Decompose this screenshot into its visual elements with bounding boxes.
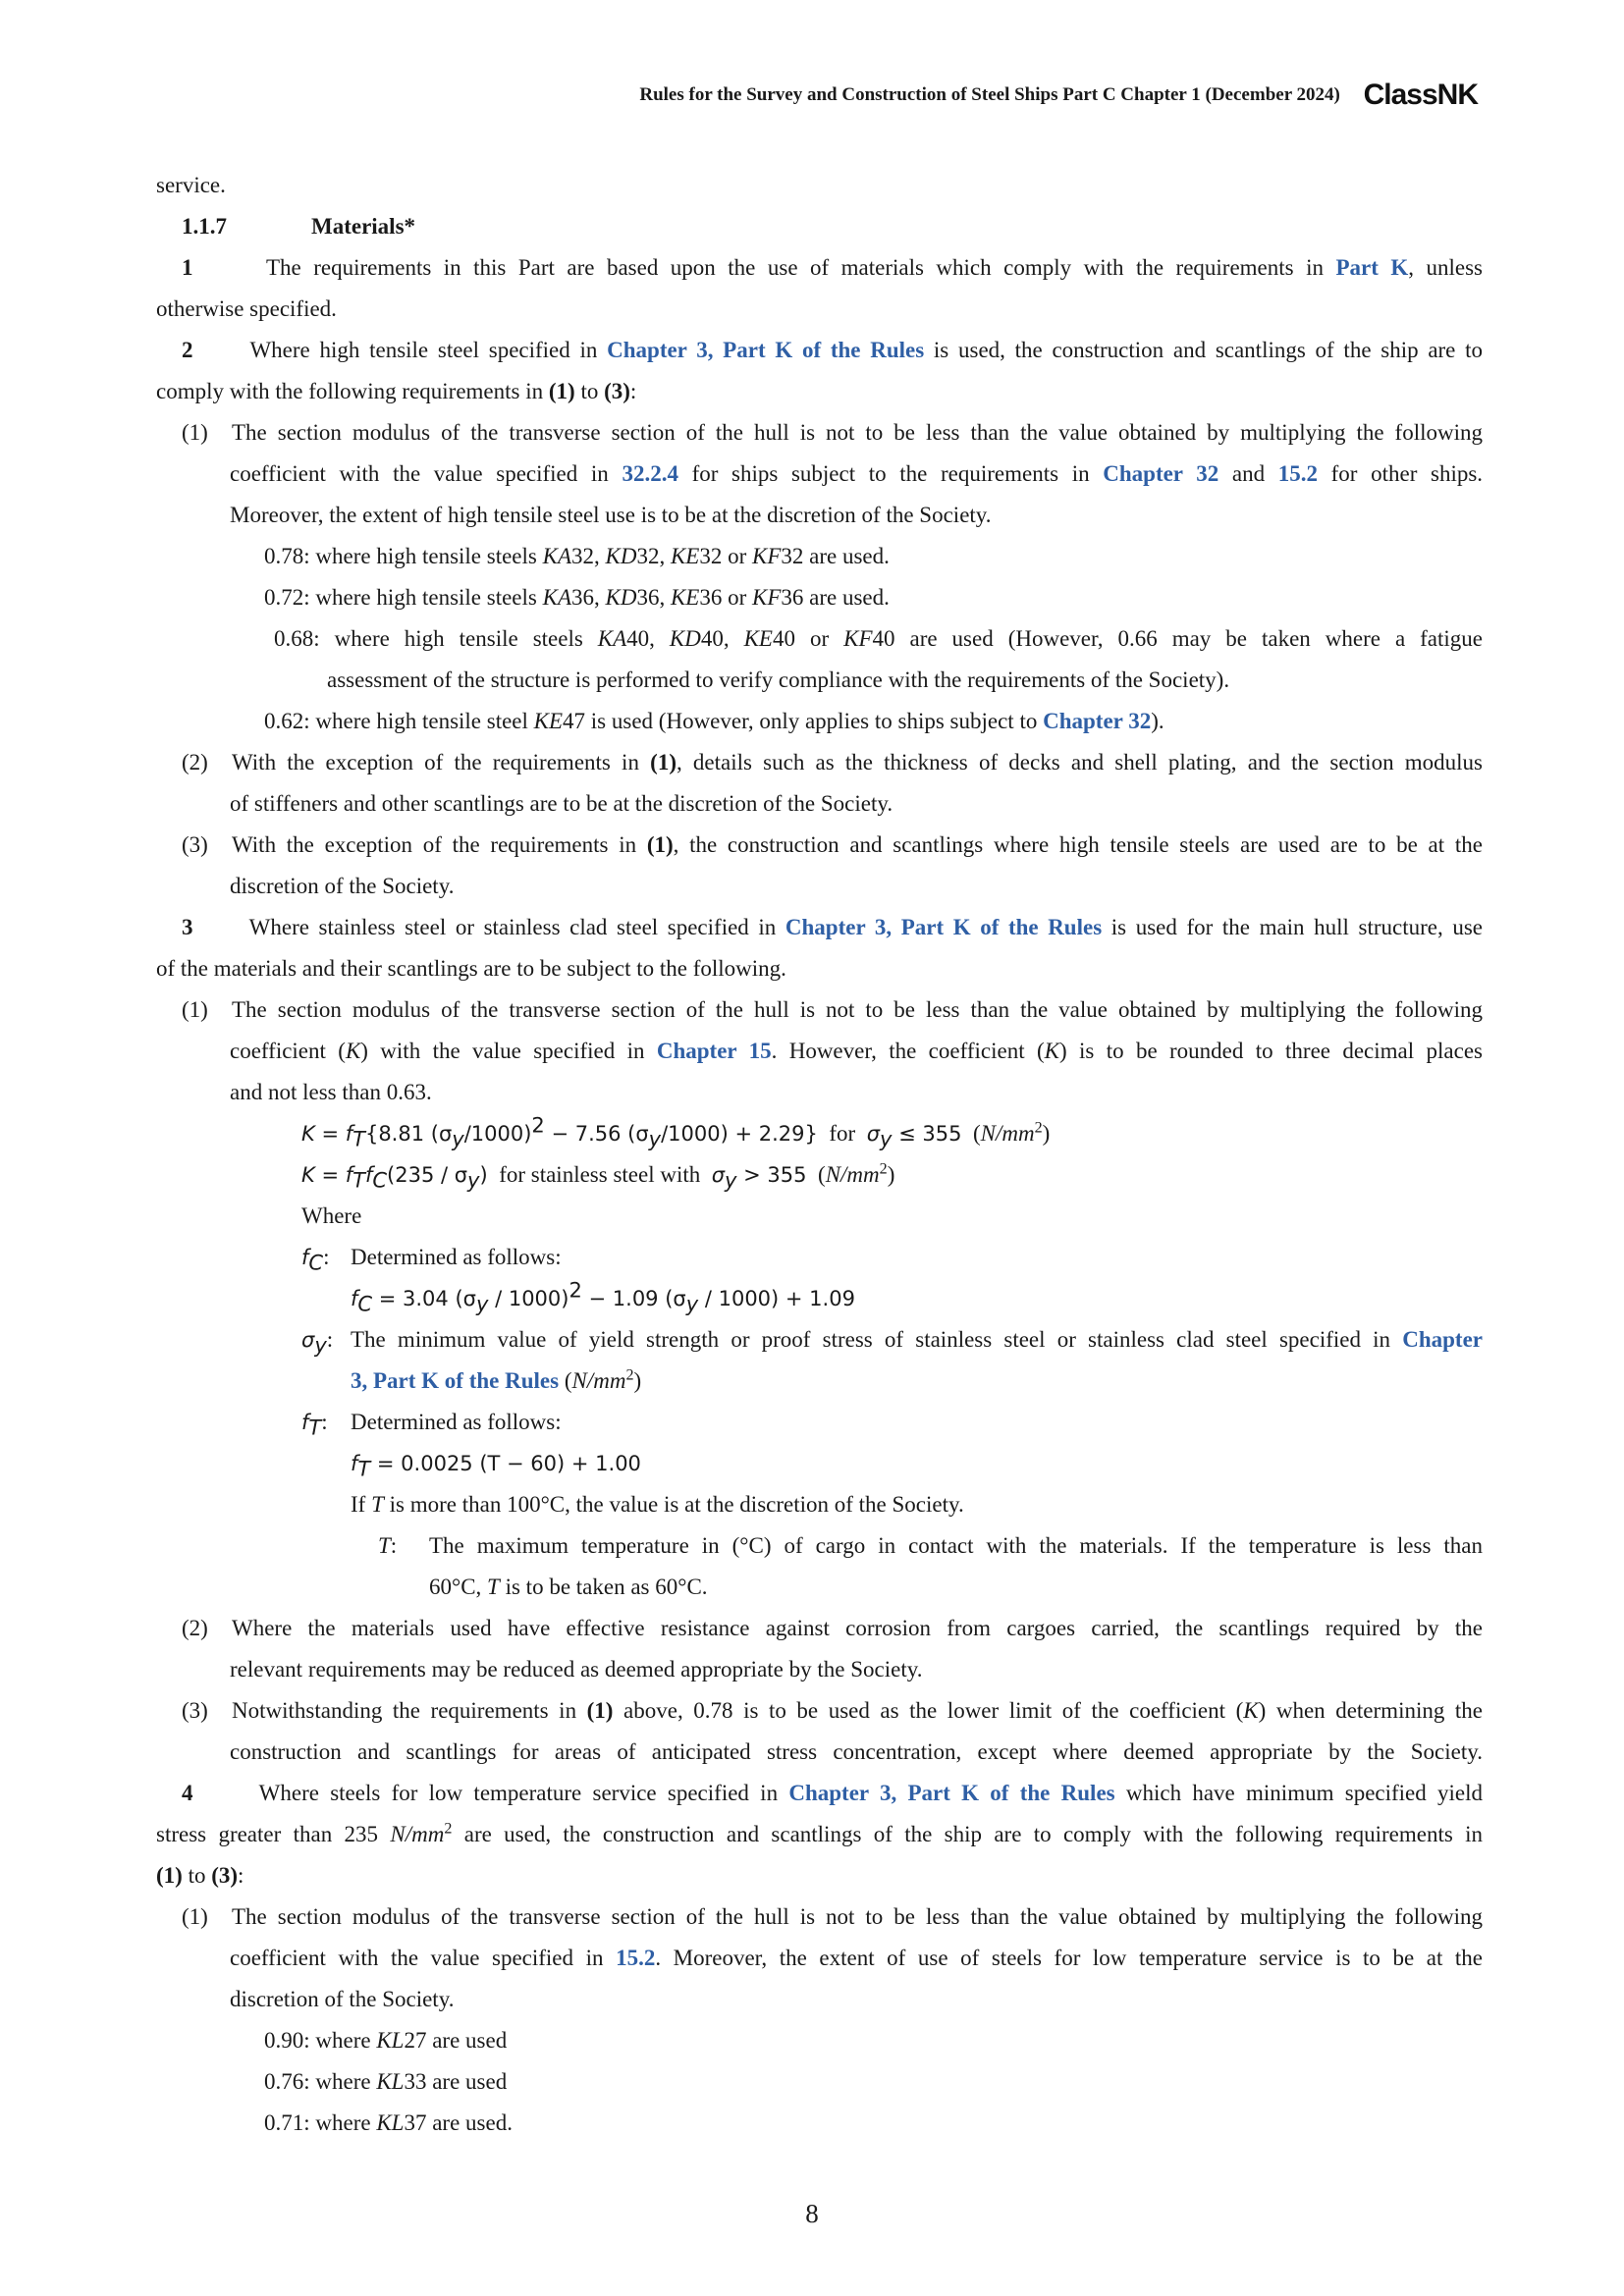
para-4-item-1-line-2: coefficient with the value specified in 15.2. Moreover, the extent of use of steels for low temperature service is to be at the: [230, 1946, 1483, 1970]
section-heading: [156, 206, 1483, 247]
chapter-15-link[interactable]: Chapter 15: [656, 1039, 772, 1063]
header-title: Rules for the Survey and Construction of Steel Ships Part C Chapter 1 (December 2024): [639, 84, 1340, 105]
para-2-item-2-line-1: (2) With the exception of the requirements in (1), details such as the thickness of decks and shell plating, and the section modulus: [156, 742, 1483, 783]
para-4-item-1-line-1: (1) The section modulus of the transverse section of the hull is not to be less than the value obtained by multiplying the following: [156, 1896, 1483, 1938]
chapter-3-link-a[interactable]: Chapter: [1402, 1327, 1483, 1352]
fc-equation: $f_C = 3.04$ $(\sigma_y / 1000)^2 - 1.09$ $(\sigma_y / 1000) + 1.09$: [351, 1278, 855, 1316]
sigma-definition: $\sigma_y$: The minimum value of yield strength or proof stress of stainless steel or stainless clad steel specified in Chapter: [301, 1327, 1483, 1358]
para-2-line-1: 2 Where high tensile steel specified in Chapter 3, Part K of the Rules is used, the construction and scantlings of the ship are to: [182, 338, 1483, 362]
where-label: Where: [301, 1203, 362, 1228]
para-3-item-3-line-2: construction and scantlings for areas of anticipated stress concentration, except where deemed appropriate by the Society.: [230, 1739, 1483, 1764]
coefficient-0-68: 0.68: where high tensile steels KA40, KD40, KE40 or KF40 are used (However, 0.66 may be taken where a fatigue: [274, 626, 1483, 651]
item-label: (1): [182, 997, 208, 1022]
para-3-item-3-line-1: (3) Notwithstanding the requirements in (1) above, 0.78 is to be used as the lower limit of the coefficient (K) when determining the: [156, 1690, 1483, 1732]
coefficient-0-78: 0.78: where high tensile steels KA32, KD32, KE32 or KF32 are used.: [264, 544, 890, 568]
page-number: 8: [805, 2199, 819, 2228]
chapter-3-part-k-link-3[interactable]: Chapter 3, Part K of the Rules: [788, 1781, 1115, 1805]
para-2-item-2-line-2: of stiffeners and other scantlings are to be at the discretion of the Society.: [230, 791, 893, 816]
para-3-item-1-line-1: (1) The section modulus of the transverse section of the hull is not to be less than the value obtained by multiplying the following: [156, 989, 1483, 1031]
sigma-definition-cont: 3, Part K of the Rules $(N/mm^2)$: [351, 1366, 642, 1393]
coefficient-0-71: 0.71: where KL37 are used.: [264, 2110, 513, 2135]
para-2-line-2: comply with the following requirements in (1) to (3):: [156, 379, 637, 403]
formula-k-1: $K = f_T\{8.81$ $(\sigma_y/1000)^2 - 7.56$ $(\sigma_y/1000) + 2.29$} for $\sigma_y \le 355$ $(N/mm^2)$: [301, 1113, 1051, 1151]
ft-equation: $f_T = 0.0025$ (T − 60) + 1.00: [351, 1452, 641, 1481]
para-4-item-1-line-3: discretion of the Society.: [230, 1987, 455, 2011]
coefficient-0-90: 0.90: where KL27 are used: [264, 2028, 508, 2053]
classnk-logo: ClassNK: [1363, 79, 1478, 111]
item-label: (3): [182, 832, 208, 857]
para-2-item-1-line-2: coefficient with the value specified in 32.2.4 for ships subject to the requirements in Chapter 32 and 15.2 for other ships.: [230, 461, 1483, 486]
item-label: (2): [182, 750, 208, 774]
ref-15-2-link-2[interactable]: 15.2: [616, 1946, 656, 1970]
para-2-number: 2: [182, 338, 193, 362]
para-1-line-1: 1 The requirements in this Part are based upon the use of materials which comply with the requirements in Part K, unless: [182, 255, 1483, 280]
para-4-number: 4: [182, 1781, 193, 1805]
para-3-item-1-line-2: coefficient (K) with the value specified in Chapter 15. However, the coefficient (K) is to be rounded to three decimal places: [230, 1039, 1483, 1063]
ft-definition: $f_T$: Determined as follows:: [301, 1410, 562, 1440]
para-3-number: 3: [182, 915, 193, 939]
para-2-item-3-line-1: (3) With the exception of the requirements in (1), the construction and scantlings where high tensile steels are used are to be at the: [156, 825, 1483, 866]
section-number: 1.1.7: [182, 214, 227, 239]
para-2-item-1-line-3: Moreover, the extent of high tensile steel use is to be at the discretion of the Society.: [230, 503, 992, 527]
coefficient-0-62: 0.62: where high tensile steel KE47 is used (However, only applies to ships subject to Chapter 32).: [264, 709, 1164, 733]
section-title: Materials*: [311, 214, 416, 239]
chapter-3-part-k-link-2[interactable]: Chapter 3, Part K of the Rules: [785, 915, 1103, 939]
document-body: [156, 165, 1483, 2144]
item-label: (2): [182, 1616, 208, 1640]
formula-k-2: $K = f_Tf_C(235 / \sigma_y)$ for stainless steel with $\sigma_y > 355$ $(N/mm^2)$: [301, 1160, 895, 1193]
part-k-link[interactable]: Part K: [1335, 255, 1409, 280]
para-3-item-1-line-3: and not less than 0.63.: [230, 1080, 432, 1104]
ref-15-2-link[interactable]: 15.2: [1277, 461, 1318, 486]
coefficient-0-68-cont: assessment of the structure is performed to verify compliance with the requirements of the Society).: [327, 667, 1230, 692]
lead-in-line: service.: [156, 173, 226, 197]
t-definition-cont: 60°C, T is to be taken as 60°C.: [429, 1575, 708, 1599]
ft-condition: If T is more than 100°C, the value is at the discretion of the Society.: [351, 1492, 964, 1517]
para-4-line-3: (1) to (3):: [156, 1863, 244, 1888]
coefficient-0-72: 0.72: where high tensile steels KA36, KD36, KE36 or KF36 are used.: [264, 585, 890, 610]
para-1-line-2: otherwise specified.: [156, 296, 337, 321]
chapter-32-link[interactable]: Chapter 32: [1103, 461, 1219, 486]
ref-32-2-4-link[interactable]: 32.2.4: [622, 461, 678, 486]
chapter-3-part-k-link[interactable]: Chapter 3, Part K of the Rules: [607, 338, 925, 362]
para-3-item-2-line-1: (2) Where the materials used have effective resistance against corrosion from cargoes carried, the scantlings required by the: [156, 1608, 1483, 1649]
para-3-line-2: of the materials and their scantlings are to be subject to the following.: [156, 956, 786, 981]
page-header: [0, 79, 1478, 114]
item-label: (1): [182, 1904, 208, 1929]
t-definition: T: The maximum temperature in (°C) of cargo in contact with the materials. If the temperature is less than: [378, 1533, 1483, 1558]
para-3-item-2-line-2: relevant requirements may be reduced as deemed appropriate by the Society.: [230, 1657, 923, 1682]
chapter-32-link-2[interactable]: Chapter 32: [1043, 709, 1152, 733]
para-4-line-2: stress greater than 235 $N/mm^2$ are used, the construction and scantlings of the ship are to comply with the following requirements in: [156, 1820, 1483, 1846]
fc-definition: $f_C$: Determined as follows:: [301, 1245, 562, 1275]
para-2-item-1-line-1: (1) The section modulus of the transverse section of the hull is not to be less than the value obtained by multiplying the following: [156, 412, 1483, 454]
para-3-line-1: 3 Where stainless steel or stainless clad steel specified in Chapter 3, Part K of the Rules is used for the main hull structure, use: [182, 915, 1483, 939]
para-1-number: 1: [182, 255, 193, 280]
coefficient-0-76: 0.76: where KL33 are used: [264, 2069, 508, 2094]
item-label: (1): [182, 420, 208, 445]
item-label: (3): [182, 1698, 208, 1723]
part-k-rules-link-b[interactable]: 3, Part K of the Rules: [351, 1368, 560, 1393]
para-2-item-3-line-2: discretion of the Society.: [230, 874, 455, 898]
para-4-line-1: 4 Where steels for low temperature service specified in Chapter 3, Part K of the Rules which have minimum specified yield: [182, 1781, 1483, 1805]
